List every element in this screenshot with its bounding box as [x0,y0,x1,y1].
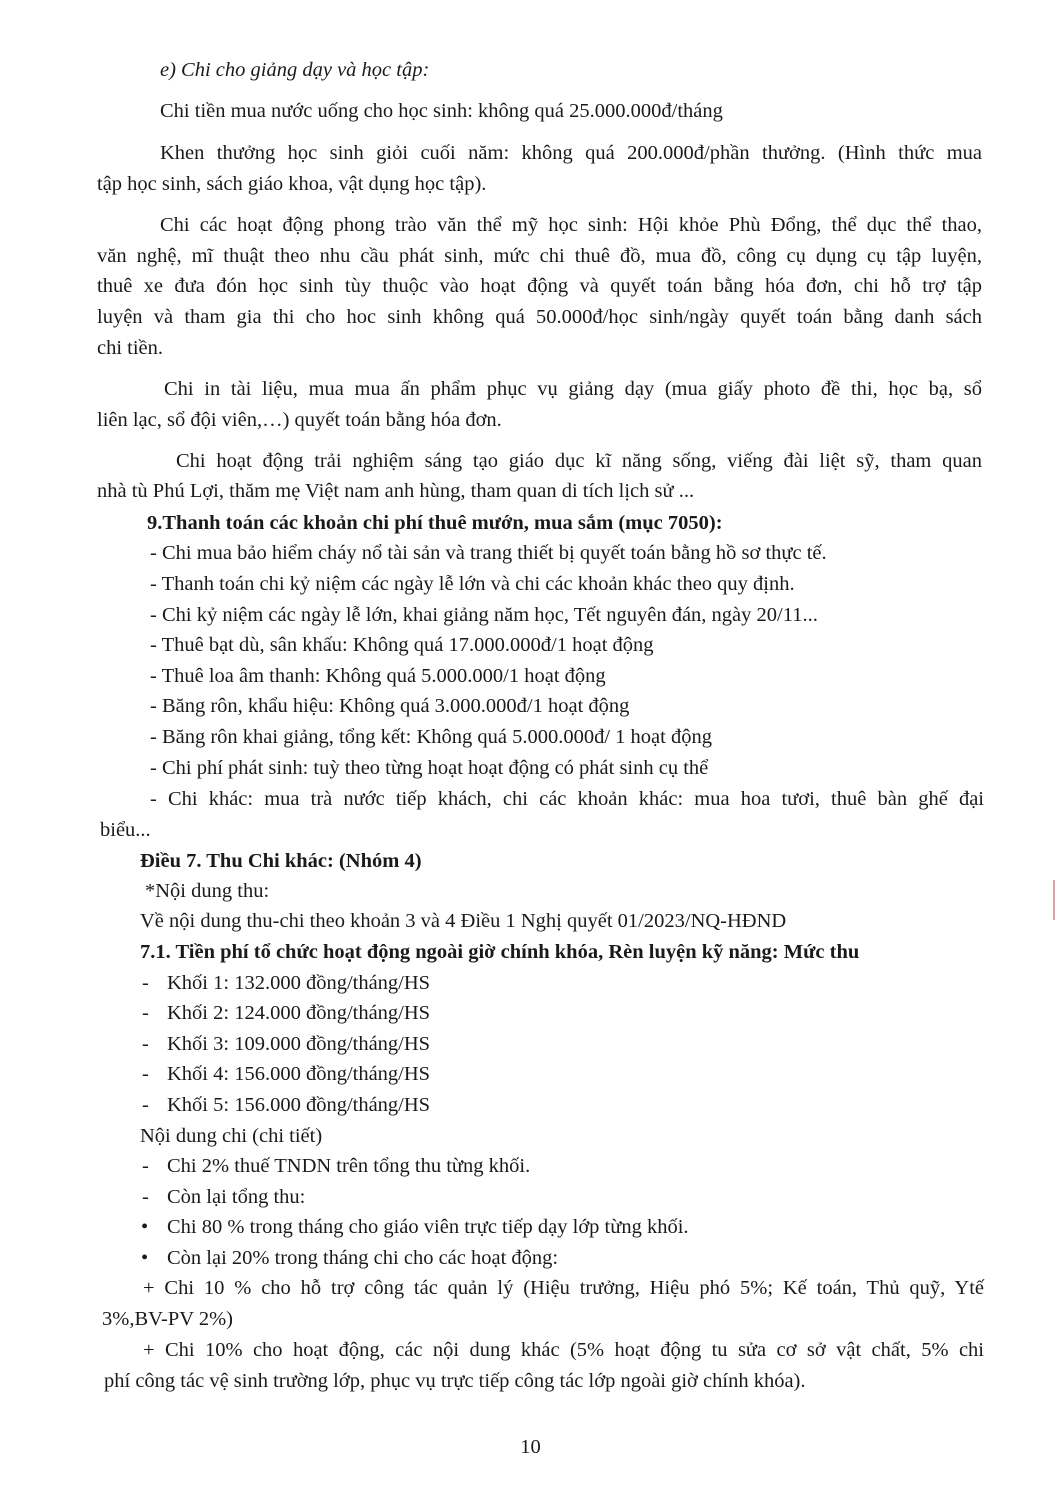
section-9-item-8: - Chi phí phát sinh: tuỳ theo từng hoạt hoạt động có phát sinh cụ thể [150,757,709,779]
fee-dash: - [142,1002,149,1024]
reward-line-2: tập học sinh, sách giáo khoa, vật dụng học tập). [97,173,487,195]
section-9-item-5: - Thuê loa âm thanh: Không quá 5.000.000/1 hoạt động [150,665,606,687]
spend-dash: - [142,1186,149,1208]
experience-line-2: nhà tù Phú Lợi, thăm mẹ Việt nam anh hùng, tham quan di tích lịch sử ... [97,480,695,502]
fee-grade-1: Khối 1: 132.000 đồng/tháng/HS [167,972,431,994]
spend-remaining-line: Còn lại tổng thu: [167,1186,306,1208]
article-7-heading: Điều 7. Thu Chi khác: (Nhóm 4) [140,850,422,872]
section-9-other-line-1: - Chi khác: mua trà nước tiếp khách, chi các khoản khác: mua hoa tươi, thuê bàn ghế đại [150,788,984,810]
revenue-label: *Nội dung thu: [145,880,270,902]
page-number: 10 [520,1436,541,1458]
section-9-item-4: - Thuê bạt dù, sân khấu: Không quá 17.000.000đ/1 hoạt động [150,634,654,656]
other-activities-line-1: + Chi 10% cho hoạt động, các nội dung khác (5% hoạt động tu sửa cơ sở vật chất, 5% chi [143,1339,984,1361]
spend-teacher-line: Chi 80 % trong tháng cho giáo viên trực tiếp dạy lớp từng khối. [167,1216,689,1238]
section-9-item-7: - Băng rôn khai giảng, tổng kết: Không quá 5.000.000đ/ 1 hoạt động [150,726,712,748]
bullet-icon: • [141,1216,149,1238]
section-9-item-6: - Băng rôn, khẩu hiệu: Không quá 3.000.000đ/1 hoạt động [150,695,630,717]
water-line: Chi tiền mua nước uống cho học sinh: không quá 25.000.000đ/tháng [160,100,723,122]
fee-grade-5: Khối 5: 156.000 đồng/tháng/HS [167,1094,431,1116]
section-9-item-3: - Chi kỷ niệm các ngày lễ lớn, khai giảng năm học, Tết nguyên đán, ngày 20/11... [150,604,818,626]
printing-line-1: Chi in tài liệu, mua mua ấn phẩm phục vụ giảng dạy (mua giấy photo đề thi, học bạ, sổ [164,378,982,400]
bullet-icon: • [141,1247,149,1269]
spend-activities-line: Còn lại 20% trong tháng chi cho các hoạt động: [167,1247,559,1269]
section-9-heading: 9.Thanh toán các khoản chi phí thuê mướn, mua sắm (mục 7050): [147,512,723,534]
reward-line-1: Khen thưởng học sinh giỏi cuối năm: không quá 200.000đ/phần thưởng. (Hình thức mua [160,142,982,164]
fee-dash: - [142,1063,149,1085]
activities-line-5: chi tiền. [97,337,164,359]
management-line-1: + Chi 10 % cho hỗ trợ công tác quản lý (Hiệu trưởng, Hiệu phó 5%; Kế toán, Thủ quỹ, Ytế [143,1277,984,1299]
spend-label: Nội dung chi (chi tiết) [140,1125,323,1147]
fee-grade-2: Khối 2: 124.000 đồng/tháng/HS [167,1002,431,1024]
fee-grade-3: Khối 3: 109.000 đồng/tháng/HS [167,1033,431,1055]
scan-edge-mark [1053,880,1055,920]
other-activities-line-2: phí công tác vệ sinh trường lớp, phục vụ trực tiếp công tác lớp ngoài giờ chính khóa). [104,1370,806,1392]
section-9-item-2: - Thanh toán chi kỷ niệm các ngày lễ lớn và chi các khoản khác theo quy định. [150,573,795,595]
fee-dash: - [142,1094,149,1116]
section-9-other-line-2: biểu... [100,819,151,841]
activities-line-1: Chi các hoạt động phong trào văn thể mỹ học sinh: Hội khỏe Phù Đổng, thể dục thể thao, [160,214,982,236]
subsection-7-1-heading: 7.1. Tiền phí tổ chức hoạt động ngoài giờ chính khóa, Rèn luyện kỹ năng: Mức thu [140,941,860,963]
activities-line-3: thuê xe đưa đón học sinh tùy thuộc vào hoạt động và quyết toán bằng hóa đơn, chi hỗ trợ tập [97,275,982,297]
management-line-2: 3%,BV-PV 2%) [102,1308,233,1330]
activities-line-2: văn nghệ, mĩ thuật theo nhu cầu phát sinh, mức chi thuê đồ, mua đồ, công cụ dụng cụ tập luyện, [97,245,982,267]
basis-line: Về nội dung thu-chi theo khoản 3 và 4 Điều 1 Nghị quyết 01/2023/NQ-HĐND [140,910,787,932]
spend-tax-line: Chi 2% thuế TNDN trên tổng thu từng khối. [167,1155,531,1177]
fee-dash: - [142,1033,149,1055]
activities-line-4: luyện và tham gia thi cho hoc sinh không quá 50.000đ/học sinh/ngày quyết toán bằng danh sách [97,306,982,328]
experience-line-1: Chi hoạt động trải nghiệm sáng tạo giáo dục kĩ năng sống, viếng đài liệt sỹ, tham quan [176,450,982,472]
section-9-item-1: - Chi mua bảo hiểm cháy nổ tài sản và trang thiết bị quyết toán bằng hồ sơ thực tế. [150,542,827,564]
section-e-heading: e) Chi cho giảng dạy và học tập: [160,59,430,81]
printing-line-2: liên lạc, sổ đội viên,…) quyết toán bằng hóa đơn. [97,409,502,431]
spend-dash: - [142,1155,149,1177]
fee-grade-4: Khối 4: 156.000 đồng/tháng/HS [167,1063,431,1085]
fee-dash: - [142,972,149,994]
